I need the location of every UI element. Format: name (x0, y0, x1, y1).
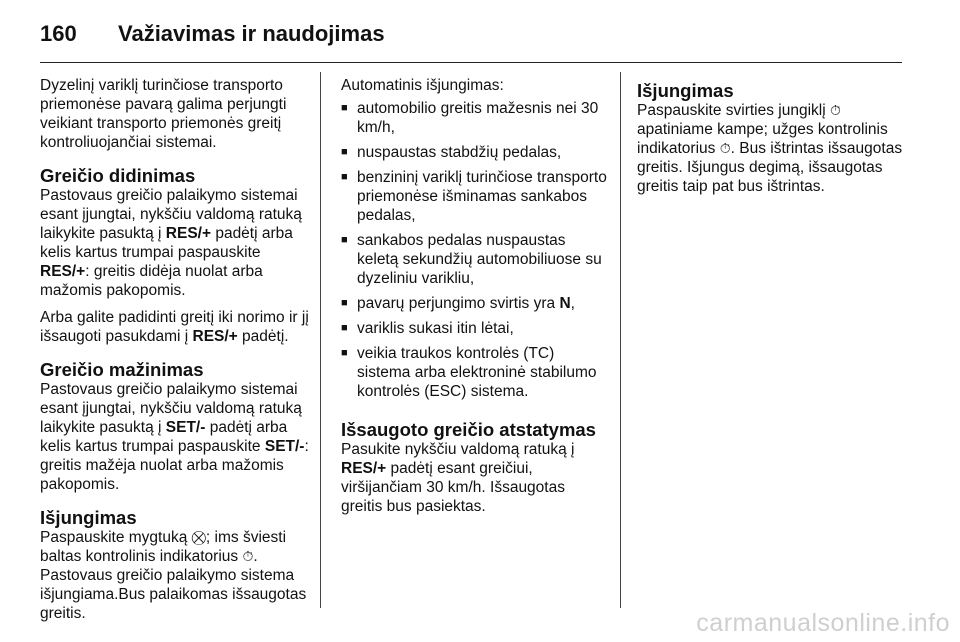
section-heading-off-2: Išjungimas (637, 80, 734, 101)
text: Pasukite nykščiu valdomą ratuką į (341, 441, 575, 458)
res-label: RES/+ (192, 328, 238, 345)
text: Paspauskite svirties jungiklį (637, 102, 830, 119)
text: padėtį esant greičiui, viršijančiam 30 km/h. Išsaugotas greitis bus pasiektas. (341, 460, 565, 515)
list-item: ■ veikia traukos kontrolės (TC) sistema arba elektroninė stabilumo kontrolės (ESC) sistema. (341, 344, 609, 401)
text: , (570, 295, 575, 312)
list-item: ■ sankabos pedalas nuspaustas keletą sekundžių automobiliuose su dyzeliniu varikliu, (341, 231, 609, 288)
text: ; ims šviesti baltas kontrolinis indikatorius (40, 529, 287, 565)
column-2 (341, 76, 609, 524)
decrease-paragraph (40, 380, 312, 494)
set-label: SET/- (264, 438, 305, 455)
auto-off-list (341, 99, 609, 401)
page-title: Važiavimas ir naudojimas (118, 21, 385, 46)
section-heading-restore: Išsaugoto greičio atstatymas (341, 419, 596, 440)
res-label: RES/+ (165, 225, 212, 242)
increase-paragraph-2 (40, 308, 312, 346)
header-rule (40, 62, 902, 63)
text: . Bus ištrintas išsaugotas greitis. Išjungus degimą, išsaugotas greitis taip pat bus ištrintas. (637, 140, 903, 195)
off2-paragraph (637, 101, 907, 196)
restore-paragraph (341, 440, 609, 516)
text: Arba galite padidinti greitį iki norimo ir jį išsaugoti pasukdami į (40, 309, 309, 345)
watermark: carmanualsonline.info (696, 609, 950, 637)
section-heading-off: Išjungimas (40, 507, 137, 528)
list-item: ■ benzininį variklį turinčiose transporto priemonėse išminamas sankabos pedalas, (341, 168, 609, 225)
off-paragraph (40, 528, 312, 623)
column-3 (637, 76, 907, 204)
text: apatiniame kampe; užges kontrolinis indikatorius (637, 121, 888, 157)
list-item: ■ variklis sukasi itin lėtai, (341, 319, 609, 338)
text: padėtį. (237, 328, 289, 345)
list-item: ■ nuspaustas stabdžių pedalas, (341, 143, 609, 162)
increase-paragraph-1 (40, 186, 312, 300)
list-item: ■ automobilio greitis mažesnis nei 30 km/h, (341, 99, 609, 137)
text: Pastovaus greičio palaikymo sistemai esant įjungtai, nykščiu valdomą ratuką laikykite pasuktą į (40, 187, 302, 242)
section-heading-decrease: Greičio mažinimas (40, 359, 204, 380)
text: . Pastovaus greičio palaikymo sistema išjungiama.Bus palaikomas išsaugotas greitis. (40, 548, 307, 622)
text: Pastovaus greičio palaikymo sistemai esant įjungtai, nykščiu valdomą ratuką laikykite pasuktą į (40, 381, 302, 436)
text: padėtį arba kelis kartus trumpai paspauskite (40, 225, 293, 261)
cruise-control-indicator-icon: ⏱ (829, 102, 841, 118)
text: Paspauskite mygtuką (40, 529, 192, 546)
text: : greitis mažėja nuolat arba mažomis pakopomis. (40, 438, 309, 493)
cruise-control-indicator-icon: ⏱ (242, 548, 254, 564)
res-label: RES/+ (40, 263, 86, 280)
page-number: 160 (40, 21, 77, 46)
column-divider-2 (620, 72, 621, 608)
text: padėtį arba kelis kartus trumpai paspauskite (40, 419, 288, 455)
column-1 (40, 76, 312, 631)
auto-off-title: Automatinis išjungimas: (341, 77, 504, 94)
section-heading-increase: Greičio didinimas (40, 165, 196, 186)
text: : greitis didėja nuolat arba mažomis pakopomis. (40, 263, 263, 299)
text: pavarų perjungimo svirtis yra (357, 295, 560, 312)
intro-paragraph: Dyzelinį variklį turinčiose transporto priemonėse pavarą galima perjungti veikiant transporto priemonės greitį kontroliuojančiai sistemai. (40, 77, 287, 151)
cruise-control-indicator-icon: ⏱ (719, 140, 731, 156)
cruise-control-off-button-icon: ⛒ (191, 529, 206, 545)
gear-letter: N (559, 295, 571, 312)
page-header (40, 14, 385, 54)
list-item (341, 294, 609, 313)
set-label: SET/- (165, 419, 206, 436)
column-divider-1 (320, 72, 321, 608)
res-label: RES/+ (341, 460, 387, 477)
